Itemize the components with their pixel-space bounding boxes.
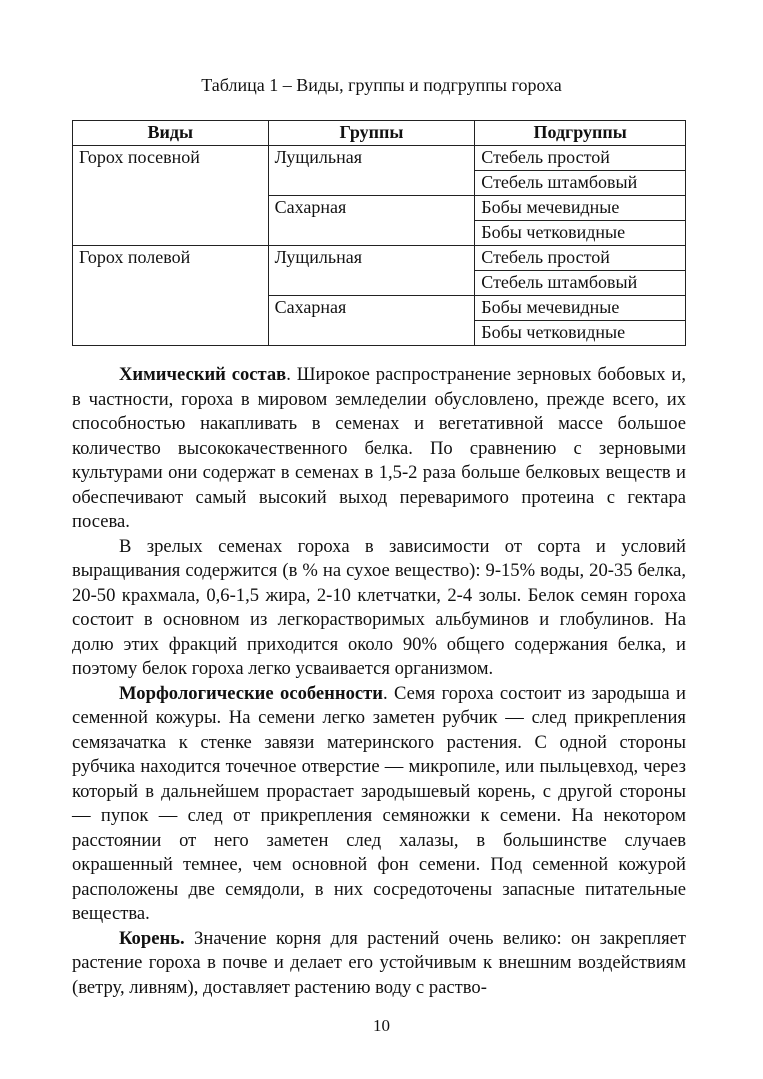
paragraph-heading: Химический состав bbox=[119, 364, 287, 385]
group-cell: Лущильная bbox=[268, 246, 475, 296]
paragraph-text: Значение корня для растений очень велико: он закрепляет растение гороха в почве и делает его устойчивым к внешним воздействиям (ветру, ливням), доставляет растению воду с раство- bbox=[72, 927, 686, 998]
table-header-row bbox=[73, 121, 686, 146]
group-cell: Сахарная bbox=[268, 196, 475, 246]
paragraph-chemical-composition bbox=[72, 363, 686, 535]
group-cell: Сахарная bbox=[268, 296, 475, 346]
header-subgroups: Подгруппы bbox=[475, 121, 686, 146]
paragraph-text: . Семя гороха состоит из зародыша и семенной кожуры. На семени легко заметен рубчик — след прикрепления семязачатка к стенке завязи материнского растения. С одной стороны рубчика находится точечное отверстие — микропиле, или пыльцевход, через который в дальнейшем прорастает зародышевый корень, с другой стороны — пупок — след от прикрепления семяножки к семени. На некотором расстоянии от него заметен след халазы, в большинстве случаев окрашенный темнее, чем основной фон семени. Под семенной кожурой расположены две семядоли, в них сосредоточены запасные питательные вещества. bbox=[72, 682, 686, 924]
group-cell: Лущильная bbox=[268, 146, 475, 196]
species-cell: Горох посевной bbox=[73, 146, 269, 246]
subgroup-cell: Бобы четковидные bbox=[475, 221, 686, 246]
page-number: 10 bbox=[373, 1016, 390, 1035]
subgroup-cell: Стебель штамбовый bbox=[475, 271, 686, 296]
paragraph-root bbox=[72, 927, 686, 1001]
header-groups: Группы bbox=[268, 121, 475, 146]
table-caption: Таблица 1 – Виды, группы и подгруппы гороха bbox=[201, 75, 562, 95]
paragraph-seed-content bbox=[72, 535, 686, 682]
paragraph-heading: Морфологические особенности bbox=[119, 682, 383, 704]
header-species: Виды bbox=[73, 121, 269, 146]
table-row bbox=[73, 246, 686, 271]
species-cell: Горох полевой bbox=[73, 246, 269, 346]
subgroup-cell: Бобы мечевидные bbox=[475, 296, 686, 321]
subgroup-cell: Стебель простой bbox=[475, 246, 686, 271]
subgroup-cell: Стебель штамбовый bbox=[475, 171, 686, 196]
subgroup-cell: Бобы мечевидные bbox=[475, 196, 686, 221]
table-row bbox=[73, 146, 686, 171]
paragraph-text: . Широкое распространение зерновых бобовых и, в частности, гороха в мировом земледелии обусловлено, прежде всего, их способностью накапливать в семенах и вегетативной массе большое количество высококачественного белка. По сравнению с зерновыми культурами они содержат в семенах в 1,5-2 раза больше белковых веществ и обеспечивают самый высокий выход переваримого протеина с гектара посева. bbox=[72, 364, 686, 532]
paragraph-text: В зрелых семенах гороха в зависимости от сорта и условий выращивания содержится (в % на сухое вещество): 9-15% воды, 20-35 белка, 20-50 крахмала, 0,6-1,5 жира, 2-10 клетчатки, 2-4 золы. Белок семян гороха состоит в основном из легкорастворимых альбуминов и глобулинов. На долю этих фракций приходится около 90% общего содержания белка, и поэтому белок гороха легко усваивается организмом. bbox=[72, 535, 686, 679]
pea-classification-table bbox=[72, 120, 686, 346]
subgroup-cell: Бобы четковидные bbox=[475, 321, 686, 346]
paragraph-heading: Корень. bbox=[119, 927, 185, 949]
subgroup-cell: Стебель простой bbox=[475, 146, 686, 171]
paragraph-morphology bbox=[72, 682, 686, 927]
body-text bbox=[72, 363, 686, 1000]
